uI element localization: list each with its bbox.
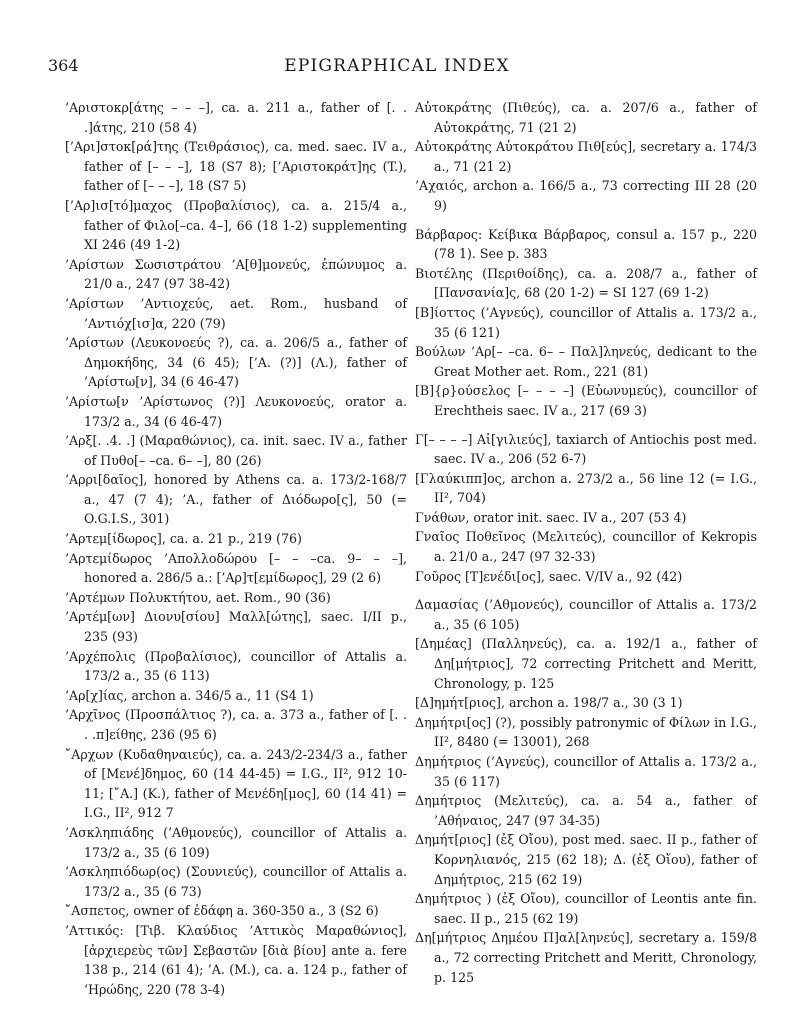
index-entry: Δημήτριος ) (ἐξ Οἴου), councillor of Leontis ante fin. saec. II p., 215 (62 19) <box>415 891 757 926</box>
index-entry: ῎Ασπετος, owner of ἐδάφη a. 360-350 a., 3 (S2 6) <box>65 903 379 919</box>
index-entry: ’Αρ[χ]ίας, archon a. 346/5 a., 11 (S4 1) <box>65 687 314 703</box>
index-entry: ’Ασκληπιάδης (’Αθμονεύς), councillor of Attalis a. 173/2 a., 35 (6 109) <box>65 824 407 860</box>
index-entry: Βούλων ’Αρ[– –ca. 6– – Παλ]ληνεύς, dedicant to the Great Mother aet. Rom., 221 (81) <box>415 344 757 379</box>
index-entry: ’Αρίστων (Λευκονοεύς ?), ca. a. 206/5 a., father of Δημοκήδης, 34 (6 45); [’Α. (?)] (Λ.), father of ’Αρίστω[ν], 34 (6 46-47) <box>65 335 407 390</box>
index-entry: ’Αρτεμίδωρος ’Απολλοδώρου [– – –ca. 9– – –], honored a. 286/5 a.: [’Αρ]τ[εμίδωρος], 29 (2 6) <box>65 550 407 586</box>
index-entry: Αὐτοκράτης Αὐτοκράτου Πιθ[εύς], secretary a. 174/3 a., 71 (21 2) <box>415 139 757 174</box>
index-entry: ῎Αρχων (Κυδαθηναιεύς), ca. a. 243/2-234/3 a., father of [Μενέ]δημος, 60 (14 44-45) = I.G., II², 912 10-11; [῎Α.] (K.), father of Μενέδη[μος], 60 (14 41) = I.G., II², 912 7 <box>65 746 407 821</box>
index-entry: ’Αχαιός, archon a. 166/5 a., 73 correcting III 28 (20 9) <box>415 178 757 213</box>
index-entry: ’Αρχέπολις (Προβαλίσιος), councillor of Attalis a. 173/2 a., 35 (6 113) <box>65 648 407 684</box>
index-entry: ’Αρίστω[ν ’Αρίστωνος (?)] Λευκονοεύς, orator a. 173/2 a., 34 (6 46-47) <box>65 393 407 429</box>
index-entry: [’Αρι]στοκ[ρά]της (Τειθράσιος), ca. med. saec. IV a., father of [– – –], 18 (S7 8); [’Αριστοκράτ]ης (T.), father of [– – –], 18 (S7 5) <box>65 139 407 194</box>
index-entry: [Β]ίοττος (’Αγνεύς), councillor of Attalis a. 173/2 a., 35 (6 121) <box>415 304 757 340</box>
index-entry: Γ[– – – –] Αἰ[γιλιεύς], taxiarch of Antiochis post med. saec. IV a., 206 (52 6-7) <box>415 431 757 467</box>
index-entry: [Δημέας] (Παλληνεύς), ca. a. 192/1 a., father of Δη[μήτριος], 72 correcting Pritchett and Meritt, Chronology, p. 125 <box>415 636 757 691</box>
left-column <box>65 98 407 999</box>
running-title: EPIGRAPHICAL INDEX <box>284 56 510 76</box>
index-entry: Δημήτριος (Μελιτεύς), ca. a. 54 a., father of ’Αθήναιος, 247 (97 34-35) <box>415 793 757 828</box>
index-entry: Γνάθων, orator init. saec. IV a., 207 (53 4) <box>415 509 687 525</box>
page-header <box>48 56 746 78</box>
index-entry: Δαμασίας (’Αθμονεύς), councillor of Attalis a. 173/2 a., 35 (6 105) <box>415 597 757 632</box>
index-entry: [’Αρ]ισ[τό]μαχος (Προβαλίσιος), ca. a. 215/4 a., father of Φιλο[–ca. 4–], 66 (18 1-2) supplementing XI 246 (49 1-2) <box>65 197 407 253</box>
index-entry: ’Αρτέμων Πολυκτήτου, aet. Rom., 90 (36) <box>65 589 331 605</box>
index-entry: [Γλαύκιππ]ος, archon a. 273/2 a., 56 line 12 (= I.G., II², 704) <box>415 470 757 506</box>
index-entry: [Δ]ημήτ[ριος], archon a. 198/7 a., 30 (3 1) <box>415 695 683 711</box>
index-entry: ’Αρχῖνος (Προσπάλτιος ?), ca. a. 373 a., father of [. . . .π]είθης, 236 (95 6) <box>65 707 407 742</box>
index-entry: ’Αριστοκρ[άτης – – –], ca. a. 211 a., father of [. . .]άτης, 210 (58 4) <box>65 100 407 135</box>
index-entry: Γοῦρος [T]ενέδι[ος], saec. V/IV a., 92 (42) <box>415 568 683 584</box>
right-column <box>415 98 757 987</box>
index-entry: ’Ασκληπιόδωρ(ος) (Σουνιεύς), councillor of Attalis a. 173/2 a., 35 (6 73) <box>65 864 407 899</box>
index-entry: Βάρβαρος: Κείβικα Βάρβαρος, consul a. 157 p., 220 (78 1). See p. 383 <box>415 226 757 262</box>
index-entry: ’Αρίστων Σωσιστράτου ’Α[θ]μονεύς, ἐπώνυμος a. 21/0 a., 247 (97 38-42) <box>65 256 407 292</box>
index-entry: ’Αρίστων ’Αντιοχεύς, aet. Rom., husband of ’Αντιόχ[ισ]α, 220 (79) <box>65 295 407 331</box>
index-entry: [Β]{ρ}ούσελος [– – – –] (Εὐωνυμεύς), councillor of Erechtheis saec. IV a., 217 (69 3) <box>415 383 757 418</box>
index-entry: Γναῖος Ποθεῖνος (Μελιτεύς), councillor of Kekropis a. 21/0 a., 247 (97 32-33) <box>415 529 757 565</box>
page-number: 364 <box>48 56 79 75</box>
index-entry: ’Αρτέμ[ων] Διονυ[σίου] Μαλλ[ώτης], saec. I/II p., 235 (93) <box>65 609 407 645</box>
index-entry: Αὐτοκράτης (Πιθεύς), ca. a. 207/6 a., father of Αὐτοκράτης, 71 (21 2) <box>415 100 757 135</box>
index-entry: Δημήτριος (’Αγνεύς), councillor of Attalis a. 173/2 a., 35 (6 117) <box>415 754 757 789</box>
index-entry: Δημήτρι[ος] (?), possibly patronymic of Φίλων in I.G., II², 8480 (= 13001), 268 <box>415 714 757 750</box>
index-entry: Δη[μήτριος Δημέου Π]αλ[ληνεύς], secretary a. 159/8 a., 72 correcting Pritchett and Meritt, Chronology, p. 125 <box>415 930 757 985</box>
index-entry: Δημήτ[ριος] (ἐξ Οἴου), post med. saec. II p., father of Κορνηλιανός, 215 (62 18); Δ. (ἐξ Οἴου), father of Δημήτριος, 215 (62 19) <box>415 832 757 887</box>
index-entry: Βιοτέλης (Περιθοίδης), ca. a. 208/7 a., father of [Πανσανία]ς, 68 (20 1-2) = SI 127 (69 1-2) <box>415 265 757 301</box>
index-entry: ’Αρξ[. .4. .] (Μαραθώνιος), ca. init. saec. IV a., father of Πυθο[– –ca. 6– –], 80 (26) <box>65 433 407 468</box>
index-entry: ’Αρτεμ[ίδωρος], ca. a. 21 p., 219 (76) <box>65 531 302 547</box>
index-entry: ’Αττικός: [Τιβ. Κλαύδιος ’Αττικὸς Μαραθώνιος], [ἀρχιερεὺς τῶν] Σεβαστῶν [διὰ βίου] ante a. fere 138 p., 214 (61 4); ’Α. (M.), ca. a. 124 p., father of ‘Ηρώδης, 220 (78 3-4) <box>65 922 407 997</box>
index-entry: ’Αρρι[δαῖος], honored by Athens ca. a. 173/2-168/7 a., 47 (7 4); ’Α., father of Διόδωρο[ς], 50 (= O.G.I.S., 301) <box>65 472 407 527</box>
